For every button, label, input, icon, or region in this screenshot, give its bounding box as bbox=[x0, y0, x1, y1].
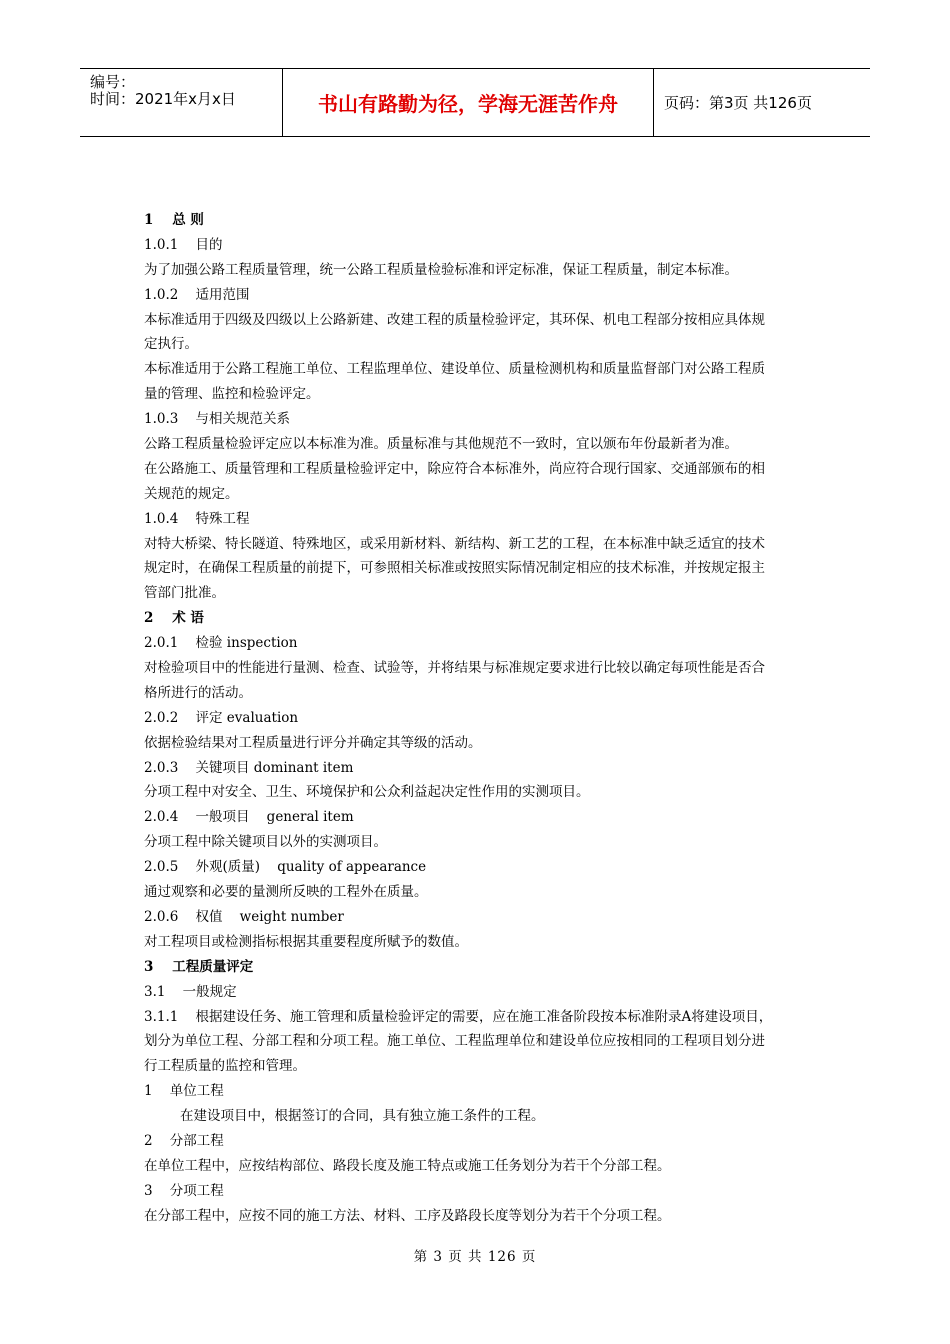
text-line: 分项工程中除关键项目以外的实测项目。 bbox=[144, 834, 387, 851]
text-line: 公路工程质量检验评定应以本标准为准。质量标准与其他规范不一致时，宜以颁布年份最新者为准。 bbox=[144, 436, 738, 453]
text-line: 关规范的规定。 bbox=[144, 485, 239, 502]
text-line: 划分为单位工程、分部工程和分项工程。施工单位、工程监理单位和建设单位应按相同的工程项目划分进 bbox=[144, 1033, 765, 1050]
section-heading: 3 工程质量评定 bbox=[144, 958, 254, 975]
text-line: 2 分部工程 bbox=[144, 1132, 224, 1149]
header-time: 时间：2021年x月x日 bbox=[90, 90, 236, 108]
page-header bbox=[80, 68, 870, 137]
text-line: 为了加强公路工程质量管理，统一公路工程质量检验标准和评定标准，保证工程质量，制定本标准。 bbox=[144, 261, 738, 278]
text-line: 在建设项目中，根据签订的合同，具有独立施工条件的工程。 bbox=[180, 1108, 545, 1125]
header-code: 编号： bbox=[90, 73, 136, 91]
text-line: 依据检验结果对工程质量进行评分并确定其等级的活动。 bbox=[144, 734, 482, 751]
text-line: 2.0.1 检验 inspection bbox=[144, 635, 298, 652]
text-line: 管部门批准。 bbox=[144, 585, 225, 602]
document-body bbox=[144, 208, 814, 1229]
text-line: 1.0.3 与相关规范关系 bbox=[144, 411, 291, 428]
text-line: 3.1.1 根据建设任务、施工管理和质量检验评定的需要，应在施工准备阶段按本标准附录A将建设项目， bbox=[144, 1008, 773, 1025]
text-line: 1.0.4 特殊工程 bbox=[144, 510, 250, 527]
text-line: 行工程质量的监控和管理。 bbox=[144, 1058, 306, 1075]
page-footer: 第 3 页 共 126 页 bbox=[413, 1249, 537, 1265]
text-line: 分项工程中对安全、卫生、环境保护和公众利益起决定性作用的实测项目。 bbox=[144, 784, 590, 801]
text-line: 本标准适用于四级及四级以上公路新建、改建工程的质量检验评定，其环保、机电工程部分按相应具体规 bbox=[144, 311, 765, 328]
text-line: 在公路施工、质量管理和工程质量检验评定中，除应符合本标准外，尚应符合现行国家、交通部颁布的相 bbox=[144, 460, 765, 477]
text-line: 格所进行的活动。 bbox=[144, 684, 252, 701]
text-line: 2.0.5 外观(质量) quality of appearance bbox=[144, 859, 427, 876]
header-page-number: 页码：第3页 共126页 bbox=[664, 94, 812, 112]
text-line: 对检验项目中的性能进行量测、检查、试验等，并将结果与标准规定要求进行比较以确定每项性能是否合 bbox=[144, 660, 765, 677]
text-line: 1 单位工程 bbox=[144, 1083, 224, 1100]
header-motto: 书山有路勤为径，学海无涯苦作舟 bbox=[283, 69, 654, 136]
text-line: 2.0.6 权值 weight number bbox=[144, 908, 344, 925]
text-line: 量的管理、监控和检验评定。 bbox=[144, 386, 320, 403]
text-line: 通过观察和必要的量测所反映的工程外在质量。 bbox=[144, 884, 428, 901]
text-line: 1.0.1 目的 bbox=[144, 236, 223, 253]
section-heading: 2 术 语 bbox=[144, 610, 204, 627]
text-line: 1.0.2 适用范围 bbox=[144, 286, 250, 303]
text-line: 对工程项目或检测指标根据其重要程度所赋予的数值。 bbox=[144, 933, 468, 950]
text-line: 3.1 一般规定 bbox=[144, 983, 237, 1000]
text-line: 在单位工程中，应按结构部位、路段长度及施工特点或施工任务划分为若干个分部工程。 bbox=[144, 1157, 671, 1174]
section-heading: 1 总 则 bbox=[144, 212, 204, 228]
text-line: 规定时，在确保工程质量的前提下，可参照相关标准或按照实际情况制定相应的技术标准，并按规定报主 bbox=[144, 560, 765, 577]
text-line: 2.0.3 关键项目 dominant item bbox=[144, 759, 354, 776]
header-meta bbox=[80, 69, 283, 136]
text-line: 对特大桥梁、特长隧道、特殊地区，或采用新材料、新结构、新工艺的工程，在本标准中缺乏适宜的技术 bbox=[144, 535, 765, 552]
text-line: 3 分项工程 bbox=[144, 1182, 224, 1199]
text-line: 定执行。 bbox=[144, 336, 198, 353]
text-line: 2.0.4 一般项目 general item bbox=[144, 809, 354, 826]
text-line: 2.0.2 评定 evaluation bbox=[144, 709, 299, 726]
text-line: 本标准适用于公路工程施工单位、工程监理单位、建设单位、质量检测机构和质量监督部门对公路工程质 bbox=[144, 361, 765, 378]
text-line: 在分部工程中，应按不同的施工方法、材料、工序及路段长度等划分为若干个分项工程。 bbox=[144, 1207, 671, 1224]
